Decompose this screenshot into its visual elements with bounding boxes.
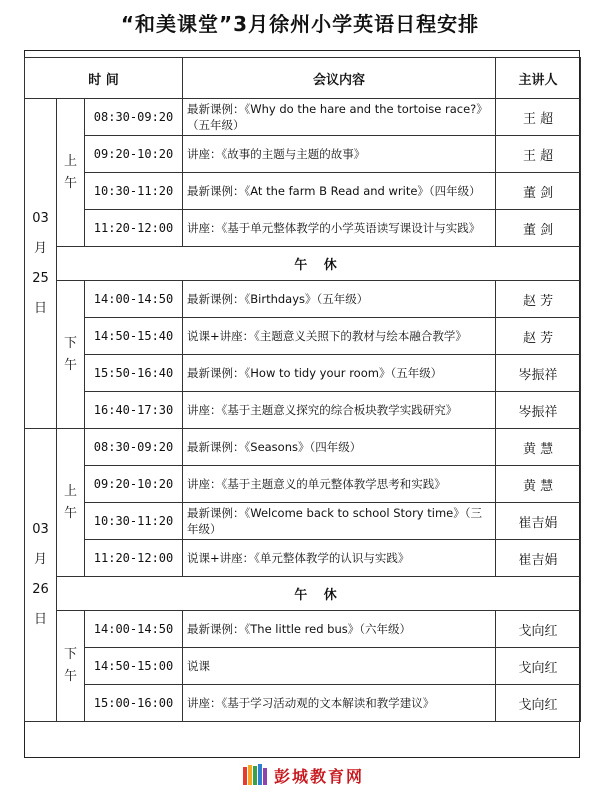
book-logo-icon — [242, 763, 268, 787]
time-cell: 11:20-12:00 — [85, 210, 183, 247]
table-row — [25, 173, 581, 210]
table-row — [25, 392, 581, 429]
table-row — [25, 648, 581, 685]
table-header-row — [25, 58, 581, 99]
session-label-char: 午 — [63, 669, 77, 684]
time-cell: 08:30-09:20 — [85, 99, 183, 136]
date-cell-char: 月 — [33, 240, 47, 256]
date-cell-char: 日 — [33, 612, 47, 627]
lunch-row — [25, 247, 581, 281]
header-speaker: 主讲人 — [496, 58, 581, 99]
content-cell: 讲座：《故事的主题与主题的故事》 — [183, 136, 496, 173]
date-cell-char: 03 — [32, 522, 49, 537]
date-cell — [25, 99, 57, 429]
lunch-label: 午 休 — [57, 577, 581, 611]
content-cell: 说课+讲座：《主题意义关照下的教材与绘本融合教学》 — [183, 318, 496, 355]
speaker-cell: 黄 慧 — [496, 429, 581, 466]
time-cell: 09:20-10:20 — [85, 466, 183, 503]
session-label-char: 下 — [63, 335, 77, 351]
date-cell-char: 月 — [33, 552, 47, 567]
content-cell: 讲座：《基于主题意义的单元整体教学思考和实践》 — [183, 466, 496, 503]
content-cell: 说课 — [183, 648, 496, 685]
table-row — [25, 99, 581, 136]
table-row — [25, 318, 581, 355]
page-title: “和美课堂”3月徐州小学英语日程安排 — [120, 12, 480, 36]
content-cell: 最新课例：《The little red bus》（六年级） — [183, 611, 496, 648]
date-cell-char: 25 — [32, 270, 49, 286]
speaker-cell: 戈向红 — [496, 685, 581, 722]
time-cell: 14:00-14:50 — [85, 281, 183, 318]
time-cell: 10:30-11:20 — [85, 173, 183, 210]
schedule-table — [24, 57, 581, 722]
speaker-cell: 岑振祥 — [496, 392, 581, 429]
speaker-cell: 崔吉娟 — [496, 540, 581, 577]
speaker-cell: 赵 芳 — [496, 318, 581, 355]
speaker-cell: 董 剑 — [496, 210, 581, 247]
speaker-cell: 崔吉娟 — [496, 503, 581, 540]
session-label — [57, 429, 85, 577]
session-label — [57, 99, 85, 247]
content-cell: 最新课例：《At the farm B Read and write》（四年级） — [183, 173, 496, 210]
date-cell-char: 03 — [32, 210, 49, 226]
time-cell: 08:30-09:20 — [85, 429, 183, 466]
header-time: 时 间 — [25, 58, 183, 99]
content-cell: 最新课例：《Welcome back to school Story time》（三年级） — [183, 503, 496, 540]
date-cell-char: 日 — [33, 300, 47, 316]
date-cell — [25, 429, 57, 722]
time-cell: 09:20-10:20 — [85, 136, 183, 173]
speaker-cell: 董 剑 — [496, 173, 581, 210]
speaker-cell: 戈向红 — [496, 611, 581, 648]
session-label — [57, 281, 85, 429]
content-cell: 讲座：《基于学习活动观的文本解读和教学建议》 — [183, 685, 496, 722]
content-cell: 说课+讲座：《单元整体教学的认识与实践》 — [183, 540, 496, 577]
content-cell: 最新课例：《How to tidy your room》（五年级） — [183, 355, 496, 392]
table-row — [25, 355, 581, 392]
content-cell: 最新课例：《Seasons》（四年级） — [183, 429, 496, 466]
speaker-cell: 岑振祥 — [496, 355, 581, 392]
content-cell: 讲座：《基于单元整体教学的小学英语读写课设计与实践》 — [183, 210, 496, 247]
watermark-logo — [242, 762, 364, 788]
session-label-char: 上 — [63, 153, 77, 169]
watermark-text: 彭城教育网 — [274, 766, 365, 786]
session-label-char: 午 — [63, 505, 77, 521]
table-row — [25, 429, 581, 466]
time-cell: 11:20-12:00 — [85, 540, 183, 577]
table-row — [25, 466, 581, 503]
content-cell: 最新课例：《Why do the hare and the tortoise race?》（五年级） — [183, 99, 496, 136]
session-label-char: 午 — [63, 175, 77, 191]
table-row — [25, 281, 581, 318]
time-cell: 16:40-17:30 — [85, 392, 183, 429]
table-row — [25, 210, 581, 247]
speaker-cell: 赵 芳 — [496, 281, 581, 318]
time-cell: 14:00-14:50 — [85, 611, 183, 648]
lunch-row — [25, 577, 581, 611]
schedule-body — [25, 99, 581, 722]
time-cell: 14:50-15:00 — [85, 648, 183, 685]
session-label-char: 上 — [63, 483, 77, 499]
date-cell-char: 26 — [32, 582, 49, 597]
lunch-label: 午 休 — [57, 247, 581, 281]
header-content: 会议内容 — [183, 58, 496, 99]
content-cell: 讲座：《基于主题意义探究的综合板块教学实践研究》 — [183, 392, 496, 429]
time-cell: 15:00-16:00 — [85, 685, 183, 722]
session-label — [57, 611, 85, 722]
table-row — [25, 503, 581, 540]
table-row — [25, 611, 581, 648]
time-cell: 10:30-11:20 — [85, 503, 183, 540]
content-cell: 最新课例：《Birthdays》（五年级） — [183, 281, 496, 318]
speaker-cell: 黄 慧 — [496, 466, 581, 503]
table-row — [25, 540, 581, 577]
session-label-char: 午 — [63, 357, 77, 373]
table-row — [25, 136, 581, 173]
table-row — [25, 685, 581, 722]
speaker-cell: 王 超 — [496, 99, 581, 136]
speaker-cell: 王 超 — [496, 136, 581, 173]
speaker-cell: 戈向红 — [496, 648, 581, 685]
time-cell: 15:50-16:40 — [85, 355, 183, 392]
session-label-char: 下 — [63, 647, 77, 662]
time-cell: 14:50-15:40 — [85, 318, 183, 355]
